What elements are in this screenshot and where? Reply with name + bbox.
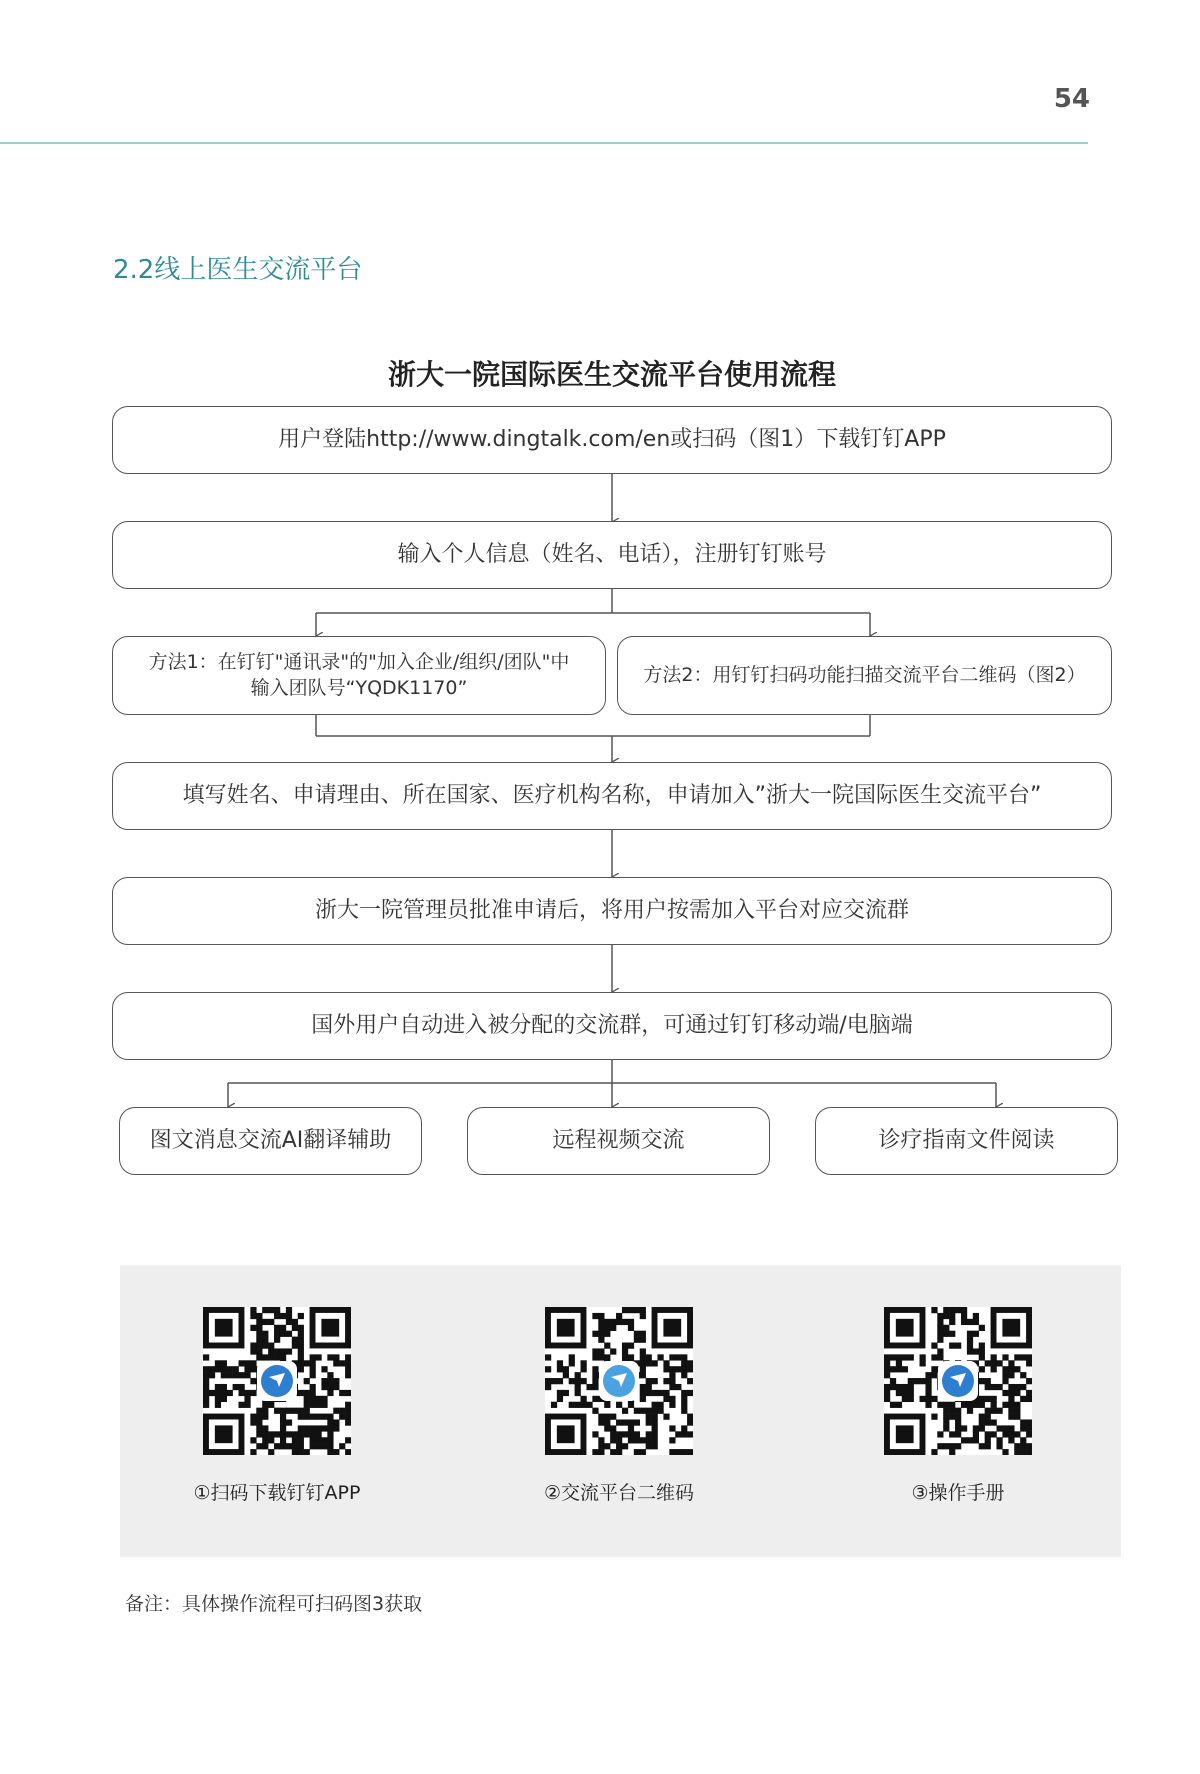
flow-step-approve [112,877,1112,945]
flow-step-register-text: 输入个人信息（姓名、电话），注册钉钉账号 [397,542,827,568]
flow-step-download [112,406,1112,474]
flow-step-apply-text: 填写姓名、申请理由、所在国家、医疗机构名称，申请加入”浙大一院国际医生交流平台” [182,783,1042,809]
flow-step-join-group-text: 国外用户自动进入被分配的交流群，可通过钉钉移动端/电脑端 [311,1013,913,1039]
qr-code-manual-icon [884,1307,1032,1455]
flow-feature-guidelines [815,1107,1118,1175]
flowchart-title: 浙大一院国际医生交流平台使用流程 [387,358,836,391]
qr-caption-dingtalk: ①扫码下载钉钉APP [193,1482,361,1504]
flow-feature-messaging [119,1107,422,1175]
qr-code-dingtalk-icon [203,1307,351,1455]
flow-method1 [112,636,606,715]
page-number: 54 [1053,84,1090,114]
section-heading: 2.2线上医生交流平台 [113,255,363,285]
flow-method2 [617,636,1112,715]
flow-step-join-group [112,992,1112,1060]
flow-step-register [112,521,1112,589]
flow-method1-line2: 输入团队号“YQDK1170” [250,676,468,699]
flow-step-apply [112,762,1112,830]
flow-step-approve-text: 浙大一院管理员批准申请后，将用户按需加入平台对应交流群 [314,898,909,924]
flow-feature-messaging-text: 图文消息交流AI翻译辅助 [149,1128,392,1154]
flow-feature-guidelines-text: 诊疗指南文件阅读 [878,1128,1055,1154]
flow-feature-video [467,1107,770,1175]
footnote: 备注：具体操作流程可扫码图3获取 [125,1593,423,1615]
flow-step-download-text: 用户登陆http://www.dingtalk.com/en或扫码（图1）下载钉钉APP [278,427,946,453]
qr-code-platform-icon [545,1307,693,1455]
flow-feature-video-text: 远程视频交流 [552,1128,685,1154]
qr-caption-manual: ③操作手册 [911,1482,1005,1504]
qr-caption-platform: ②交流平台二维码 [543,1482,695,1504]
flow-method1-line1: 方法1：在钉钉"通讯录"的"加入企业/组织/团队"中 [148,650,570,673]
flow-method2-text: 方法2：用钉钉扫码功能扫描交流平台二维码（图2） [643,663,1086,686]
